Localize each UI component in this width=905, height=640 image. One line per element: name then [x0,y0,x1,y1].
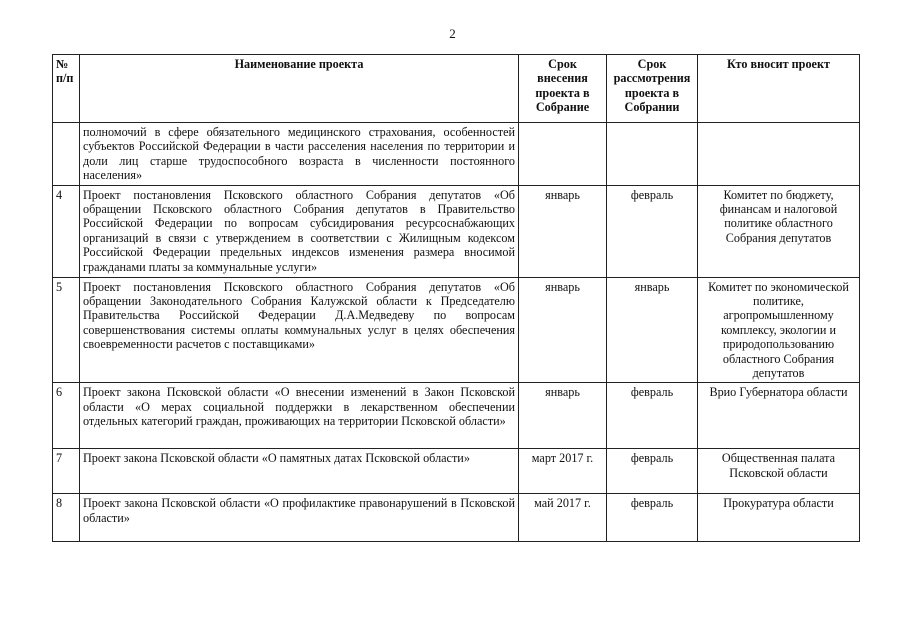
row-number [53,123,80,186]
row-number: 7 [53,449,80,494]
table-header-row [53,55,860,123]
header-review-deadline: Срок рассмотрения проекта в Собрании [607,55,698,123]
submit-deadline: январь [519,277,607,383]
table-row [53,277,860,383]
project-name: Проект закона Псковской области «О профилактике правонарушений в Псковской области» [80,494,519,542]
header-number: № п/п [53,55,80,123]
row-number: 4 [53,185,80,277]
submitter: Комитет по бюджету, финансам и налоговой политике областного Собрания депутатов [698,185,860,277]
submit-deadline [519,123,607,186]
project-name: полномочий в сфере обязательного медицинского страхования, особенностей субъектов Российской Федерации в части расселения населения по территории и доли лиц старше трудоспособного возраста в численности постоянного населения» [80,123,519,186]
row-number: 5 [53,277,80,383]
table-row [53,185,860,277]
submit-deadline: март 2017 г. [519,449,607,494]
submitter: Прокуратура области [698,494,860,542]
header-submit-deadline: Срок внесения проекта в Собрание [519,55,607,123]
table-row [53,383,860,449]
project-name: Проект закона Псковской области «О памятных датах Псковской области» [80,449,519,494]
submitter: Общественная палата Псковской области [698,449,860,494]
review-deadline: февраль [607,494,698,542]
review-deadline: февраль [607,185,698,277]
review-deadline: январь [607,277,698,383]
submit-deadline: май 2017 г. [519,494,607,542]
header-submitter: Кто вносит проект [698,55,860,123]
plan-table [52,54,860,542]
project-name: Проект закона Псковской области «О внесении изменений в Закон Псковской области «О мерах социальной поддержки в лекарственном обеспечении отдельных категорий граждан, проживающих на территории Псковской области» [80,383,519,449]
page-number: 2 [449,26,456,41]
project-name: Проект постановления Псковского областного Собрания депутатов «Об обращении Законодательного Собрания Калужской области к Председателю Правительства Российской Федерации Д.А.Медведеву по вопросам совершенствования системы оплаты коммунальных услуг в целях обеспечения своевременности расчетов с поставщиками» [80,277,519,383]
row-number: 6 [53,383,80,449]
table-row [53,123,860,186]
review-deadline [607,123,698,186]
table-row [53,494,860,542]
review-deadline: февраль [607,383,698,449]
submitter: Врио Губернатора области [698,383,860,449]
submitter [698,123,860,186]
review-deadline: февраль [607,449,698,494]
project-name: Проект постановления Псковского областного Собрания депутатов «Об обращении Псковского областного Собрания депутатов в Правительство Российской Федерации по вопросам субсидирования ресурсоснабжающих организаций в связи с утверждением в соответствии с Жилищным кодексом Российской Федерации предельных индексов изменения размера вносимой гражданами платы за коммунальные услуги» [80,185,519,277]
header-project-name: Наименование проекта [80,55,519,123]
table-row [53,449,860,494]
submitter: Комитет по экономической политике, агропромышленному комплексу, экологии и природопользованию областного Собрания депутатов [698,277,860,383]
submit-deadline: январь [519,383,607,449]
row-number: 8 [53,494,80,542]
submit-deadline: январь [519,185,607,277]
